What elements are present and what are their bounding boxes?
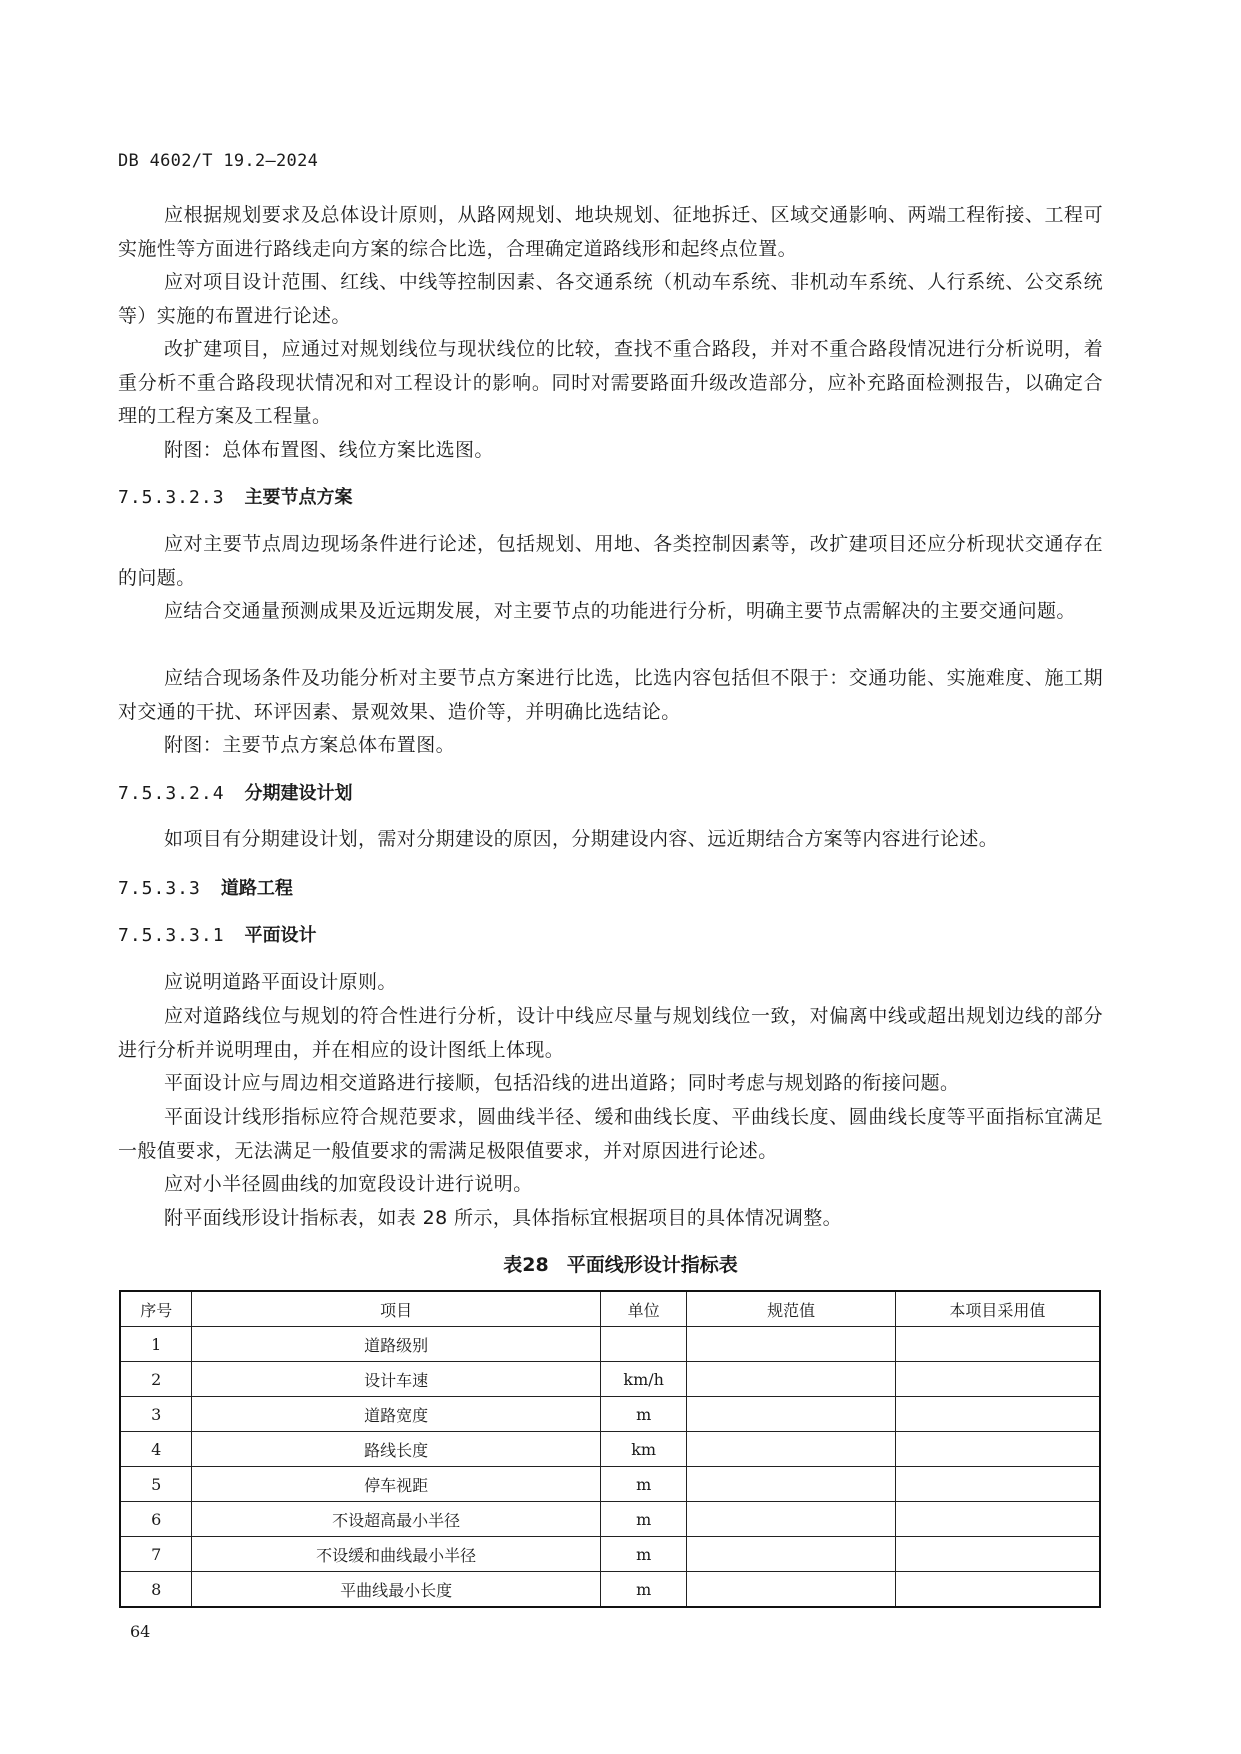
cell-adopted: [895, 1537, 1100, 1572]
cell-unit: km/h: [600, 1362, 687, 1397]
paragraph: 应根据规划要求及总体设计原则，从路网规划、地块规划、征地拆迁、区域交通影响、两端工程衔接、工程可实施性等方面进行路线走向方案的综合比选，合理确定道路线形和起终点位置。: [118, 204, 1103, 260]
table-row: [120, 1572, 1100, 1608]
cell-standard: [687, 1572, 895, 1608]
section-title: 平面设计: [244, 925, 317, 946]
cell-standard: [687, 1467, 895, 1502]
table-row: [120, 1327, 1100, 1362]
cell-adopted: [895, 1432, 1100, 1467]
cell-standard: [687, 1537, 895, 1572]
section-heading-7-5-3-3: [118, 874, 293, 900]
section-heading-7-5-3-2-4: [118, 779, 353, 805]
paragraph: 应结合交通量预测成果及近远期发展，对主要节点的功能进行分析，明确主要节点需解决的主要交通问题。: [164, 600, 1076, 622]
section-number: 7.5.3.2.3: [118, 487, 225, 508]
paragraph: 附平面线形设计指标表，如表 28 所示，具体指标宜根据项目的具体情况调整。: [164, 1207, 843, 1229]
paragraph: 应结合现场条件及功能分析对主要节点方案进行比选，比选内容包括但不限于：交通功能、实施难度、施工期对交通的干扰、环评因素、景观效果、造价等，并明确比选结论。: [118, 667, 1103, 723]
cell-unit: km: [600, 1432, 687, 1467]
paragraph: 附图：主要节点方案总体布置图。: [164, 734, 456, 756]
table-row: [120, 1537, 1100, 1572]
table-row: [120, 1502, 1100, 1537]
cell-adopted: [895, 1397, 1100, 1432]
cell-standard: [687, 1362, 895, 1397]
cell-item: 道路宽度: [192, 1397, 600, 1432]
cell-index: 2: [120, 1362, 192, 1397]
cell-adopted: [895, 1362, 1100, 1397]
standard-number-header: DB 4602/T 19.2—2024: [118, 151, 319, 171]
section-number: 7.5.3.2.4: [118, 783, 225, 804]
paragraph: 应对道路线位与规划的符合性进行分析，设计中线应尽量与规划线位一致，对偏离中线或超出规划边线的部分进行分析并说明理由，并在相应的设计图纸上体现。: [118, 1005, 1103, 1061]
cell-item: 不设缓和曲线最小半径: [192, 1537, 600, 1572]
cell-adopted: [895, 1467, 1100, 1502]
table-title: 平面线形设计指标表: [566, 1254, 738, 1276]
header-cell: 单位: [600, 1291, 687, 1327]
cell-index: 5: [120, 1467, 192, 1502]
cell-item: 道路级别: [192, 1327, 600, 1362]
cell-unit: [600, 1327, 687, 1362]
header-cell: 序号: [120, 1291, 192, 1327]
section-heading-7-5-3-2-3: [118, 483, 353, 509]
cell-item: 停车视距: [192, 1467, 600, 1502]
section-heading-7-5-3-3-1: [118, 921, 317, 947]
cell-item: 设计车速: [192, 1362, 600, 1397]
paragraph: 平面设计应与周边相交道路进行接顺，包括沿线的进出道路；同时考虑与规划路的衔接问题。: [164, 1072, 960, 1094]
table-row: [120, 1397, 1100, 1432]
page-number: 64: [130, 1622, 151, 1641]
cell-index: 3: [120, 1397, 192, 1432]
header-cell: 项目: [192, 1291, 600, 1327]
table-caption: [0, 1250, 1241, 1277]
paragraph: 改扩建项目，应通过对规划线位与现状线位的比较，查找不重合路段，并对不重合路段情况进行分析说明，着重分析不重合路段现状情况和对工程设计的影响。同时对需要路面升级改造部分，应补充路面检测报告，以确定合理的工程方案及工程量。: [118, 338, 1103, 427]
section-title: 分期建设计划: [244, 783, 353, 804]
cell-unit: m: [600, 1572, 687, 1608]
cell-index: 7: [120, 1537, 192, 1572]
cell-unit: m: [600, 1537, 687, 1572]
paragraph: 如项目有分期建设计划，需对分期建设的原因，分期建设内容、远近期结合方案等内容进行论述。: [164, 828, 999, 850]
cell-standard: [687, 1397, 895, 1432]
table-row: [120, 1467, 1100, 1502]
cell-item: 路线长度: [192, 1432, 600, 1467]
paragraph: 应对主要节点周边现场条件进行论述，包括规划、用地、各类控制因素等，改扩建项目还应分析现状交通存在的问题。: [118, 533, 1103, 589]
cell-index: 1: [120, 1327, 192, 1362]
spec-table: [119, 1290, 1101, 1608]
section-title: 主要节点方案: [244, 487, 353, 508]
cell-standard: [687, 1502, 895, 1537]
table-row: [120, 1362, 1100, 1397]
cell-unit: m: [600, 1467, 687, 1502]
cell-unit: m: [600, 1502, 687, 1537]
paragraph: 应说明道路平面设计原则。: [164, 971, 397, 993]
cell-item: 不设超高最小半径: [192, 1502, 600, 1537]
table-number: 表28: [503, 1254, 549, 1276]
cell-adopted: [895, 1327, 1100, 1362]
header-cell: 规范值: [687, 1291, 895, 1327]
section-number: 7.5.3.3.1: [118, 925, 225, 946]
section-title: 道路工程: [220, 878, 293, 899]
cell-index: 8: [120, 1572, 192, 1608]
section-number: 7.5.3.3: [118, 878, 201, 899]
cell-standard: [687, 1432, 895, 1467]
paragraph: 应对项目设计范围、红线、中线等控制因素、各交通系统（机动车系统、非机动车系统、人行系统、公交系统等）实施的布置进行论述。: [118, 271, 1103, 327]
cell-adopted: [895, 1572, 1100, 1608]
cell-index: 6: [120, 1502, 192, 1537]
paragraph: 附图：总体布置图、线位方案比选图。: [164, 439, 494, 461]
cell-adopted: [895, 1502, 1100, 1537]
cell-item: 平曲线最小长度: [192, 1572, 600, 1608]
table-header-row: [120, 1291, 1100, 1327]
cell-index: 4: [120, 1432, 192, 1467]
cell-unit: m: [600, 1397, 687, 1432]
paragraph: 应对小半径圆曲线的加宽段设计进行说明。: [164, 1173, 533, 1195]
table-row: [120, 1432, 1100, 1467]
cell-standard: [687, 1327, 895, 1362]
header-cell: 本项目采用值: [895, 1291, 1100, 1327]
paragraph: 平面设计线形指标应符合规范要求，圆曲线半径、缓和曲线长度、平曲线长度、圆曲线长度等平面指标宜满足一般值要求，无法满足一般值要求的需满足极限值要求，并对原因进行论述。: [118, 1106, 1103, 1162]
